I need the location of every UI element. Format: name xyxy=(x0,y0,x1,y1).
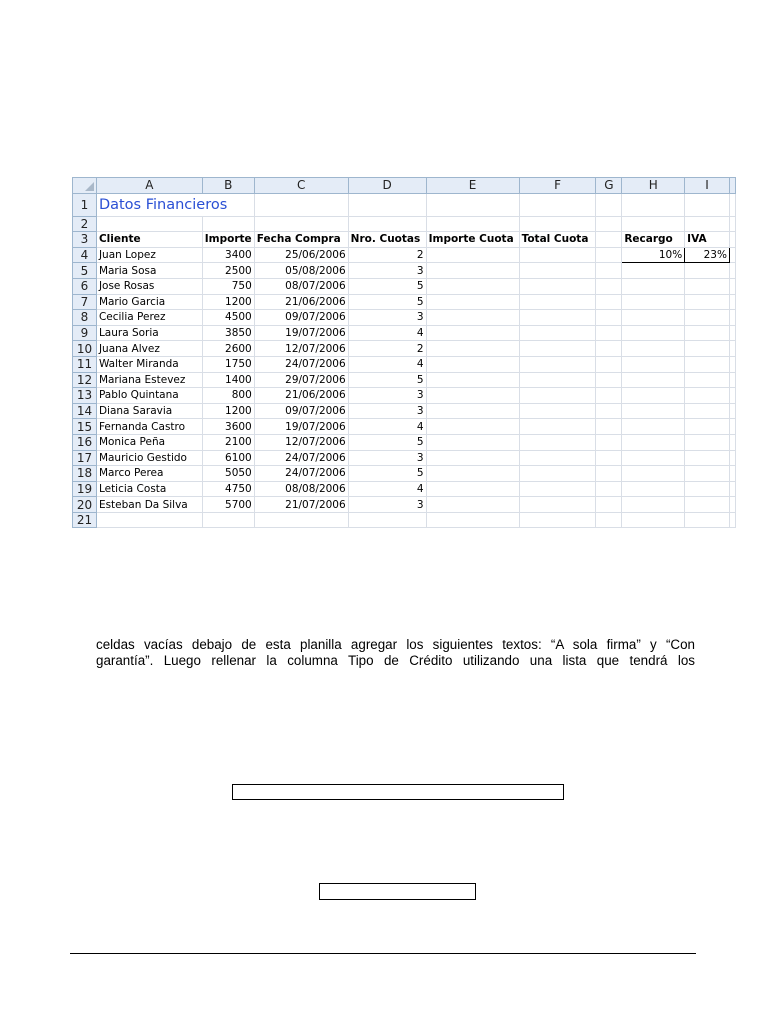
cell-nro-cuotas[interactable]: 3 xyxy=(348,497,426,513)
sheet-title[interactable]: Datos Financieros xyxy=(96,193,254,216)
cell-importe[interactable]: 4750 xyxy=(202,481,254,497)
cell-cliente[interactable]: Mariana Estevez xyxy=(96,372,202,388)
header-nro-cuotas[interactable]: Nro. Cuotas xyxy=(348,232,426,248)
table-row xyxy=(73,247,736,263)
footer-rule xyxy=(70,953,696,954)
cell-importe-cuota[interactable] xyxy=(426,356,519,372)
cell-total-cuota[interactable] xyxy=(519,434,596,450)
row-number: 9 xyxy=(73,325,97,341)
column-header-e[interactable]: E xyxy=(426,178,519,194)
column-header-d[interactable]: D xyxy=(348,178,426,194)
cell-cliente[interactable]: Marco Perea xyxy=(96,466,202,482)
cell-i[interactable] xyxy=(685,481,730,497)
cell-nro-cuotas[interactable]: 5 xyxy=(348,434,426,450)
cell-cliente[interactable]: Laura Soria xyxy=(96,325,202,341)
cell-i[interactable] xyxy=(685,325,730,341)
cell-importe-cuota[interactable] xyxy=(426,278,519,294)
cell-fecha-compra[interactable]: 25/06/2006 xyxy=(254,247,348,263)
row-number: 14 xyxy=(73,403,97,419)
cell-nro-cuotas[interactable]: 4 xyxy=(348,481,426,497)
cell-total-cuota[interactable] xyxy=(519,372,596,388)
spreadsheet-grid xyxy=(72,177,736,528)
cell-g[interactable] xyxy=(596,247,622,263)
cell-fecha-compra[interactable]: 19/07/2006 xyxy=(254,419,348,435)
header-fecha-compra[interactable]: Fecha Compra xyxy=(254,232,348,248)
cell-cliente[interactable]: Maria Sosa xyxy=(96,263,202,279)
cell-fecha-compra[interactable]: 19/07/2006 xyxy=(254,325,348,341)
column-header-b[interactable]: B xyxy=(202,178,254,194)
row-number: 7 xyxy=(73,294,97,310)
cell-nro-cuotas[interactable]: 5 xyxy=(348,466,426,482)
cell-fecha-compra[interactable]: 24/07/2006 xyxy=(254,356,348,372)
cell-importe[interactable]: 1750 xyxy=(202,356,254,372)
table-row xyxy=(73,419,736,435)
cell-importe-cuota[interactable] xyxy=(426,497,519,513)
cell-importe[interactable]: 1200 xyxy=(202,403,254,419)
cell-nro-cuotas[interactable]: 5 xyxy=(348,372,426,388)
cell-g[interactable] xyxy=(596,450,622,466)
cell-nro-cuotas[interactable]: 2 xyxy=(348,341,426,357)
row-number: 10 xyxy=(73,341,97,357)
cell-g[interactable] xyxy=(596,481,622,497)
cell-i[interactable] xyxy=(685,294,730,310)
cell-total-cuota[interactable] xyxy=(519,325,596,341)
cell-h[interactable] xyxy=(622,450,685,466)
cell-h[interactable] xyxy=(622,325,685,341)
cell-total-cuota[interactable] xyxy=(519,419,596,435)
cell-g[interactable] xyxy=(596,388,622,404)
row-number: 3 xyxy=(73,232,97,248)
cell-fecha-compra[interactable]: 08/08/2006 xyxy=(254,481,348,497)
cell-g[interactable] xyxy=(596,403,622,419)
cell-cliente[interactable]: Cecilia Perez xyxy=(96,310,202,326)
cell-cliente[interactable]: Jose Rosas xyxy=(96,278,202,294)
cell-total-cuota[interactable] xyxy=(519,341,596,357)
cell-h[interactable] xyxy=(622,403,685,419)
header-importe-cuota[interactable]: Importe Cuota xyxy=(426,232,519,248)
cell-total-cuota[interactable] xyxy=(519,403,596,419)
cell-nro-cuotas[interactable]: 4 xyxy=(348,356,426,372)
cell-h[interactable] xyxy=(622,356,685,372)
cell-fecha-compra[interactable]: 05/08/2006 xyxy=(254,263,348,279)
row-number: 5 xyxy=(73,263,97,279)
cell-i[interactable] xyxy=(685,466,730,482)
cell-h[interactable] xyxy=(622,372,685,388)
column-header-f[interactable]: F xyxy=(519,178,596,194)
table-row xyxy=(73,294,736,310)
column-header-a[interactable]: A xyxy=(96,178,202,194)
cell-importe-cuota[interactable] xyxy=(426,247,519,263)
cell-importe[interactable]: 3600 xyxy=(202,419,254,435)
row-number: 17 xyxy=(73,450,97,466)
cell-nro-cuotas[interactable]: 3 xyxy=(348,263,426,279)
cell-cliente[interactable]: Pablo Quintana xyxy=(96,388,202,404)
cell-cliente[interactable]: Fernanda Castro xyxy=(96,419,202,435)
cell-i[interactable] xyxy=(685,356,730,372)
cell-importe-cuota[interactable] xyxy=(426,388,519,404)
cell-fecha-compra[interactable]: 24/07/2006 xyxy=(254,466,348,482)
cell-i[interactable] xyxy=(685,310,730,326)
cell-nro-cuotas[interactable]: 5 xyxy=(348,278,426,294)
cell-h[interactable] xyxy=(622,341,685,357)
cell-i[interactable] xyxy=(685,403,730,419)
cell-cliente[interactable]: Monica Peña xyxy=(96,434,202,450)
cell-cliente[interactable]: Walter Miranda xyxy=(96,356,202,372)
cell-iva-value[interactable]: 23% xyxy=(685,247,730,263)
cell-importe[interactable]: 5700 xyxy=(202,497,254,513)
table-row xyxy=(73,388,736,404)
cell-recargo-value[interactable]: 10% xyxy=(622,247,685,263)
table-row xyxy=(73,263,736,279)
cell-importe[interactable]: 2600 xyxy=(202,341,254,357)
cell-i[interactable] xyxy=(685,372,730,388)
cell-i[interactable] xyxy=(685,419,730,435)
cell-importe[interactable]: 2100 xyxy=(202,434,254,450)
sheet-row-1 xyxy=(73,193,736,216)
cell-total-cuota[interactable] xyxy=(519,247,596,263)
sheet-header-row xyxy=(73,232,736,248)
cell-g[interactable] xyxy=(596,263,622,279)
cell-importe-cuota[interactable] xyxy=(426,341,519,357)
empty-frame-narrow xyxy=(319,883,476,900)
cell-h[interactable] xyxy=(622,278,685,294)
cell-i[interactable] xyxy=(685,450,730,466)
cell-importe[interactable]: 1400 xyxy=(202,372,254,388)
cell-fecha-compra[interactable]: 21/06/2006 xyxy=(254,294,348,310)
cell-g[interactable] xyxy=(596,372,622,388)
cell-importe-cuota[interactable] xyxy=(426,466,519,482)
cell-total-cuota[interactable] xyxy=(519,497,596,513)
row-number: 6 xyxy=(73,278,97,294)
cell-importe-cuota[interactable] xyxy=(426,450,519,466)
cell-importe-cuota[interactable] xyxy=(426,310,519,326)
cell-g[interactable] xyxy=(596,310,622,326)
cell-importe[interactable]: 3400 xyxy=(202,247,254,263)
cell-nro-cuotas[interactable]: 4 xyxy=(348,419,426,435)
table-row xyxy=(73,278,736,294)
cell-i[interactable] xyxy=(685,497,730,513)
cell-g[interactable] xyxy=(596,466,622,482)
cell-fecha-compra[interactable]: 09/07/2006 xyxy=(254,403,348,419)
cell-i[interactable] xyxy=(685,434,730,450)
cell-g[interactable] xyxy=(596,325,622,341)
cell-total-cuota[interactable] xyxy=(519,356,596,372)
cell-g[interactable] xyxy=(596,341,622,357)
cell-nro-cuotas[interactable]: 3 xyxy=(348,388,426,404)
cell-importe-cuota[interactable] xyxy=(426,419,519,435)
select-all-corner[interactable] xyxy=(73,178,97,194)
row-number: 8 xyxy=(73,310,97,326)
cell-importe-cuota[interactable] xyxy=(426,372,519,388)
header-cliente[interactable]: Cliente xyxy=(96,232,202,248)
column-header-row xyxy=(73,178,736,194)
cell-total-cuota[interactable] xyxy=(519,263,596,279)
column-header-h[interactable]: H xyxy=(622,178,685,194)
cell-importe[interactable]: 3850 xyxy=(202,325,254,341)
row-number: 4 xyxy=(73,247,97,263)
cell-g[interactable] xyxy=(596,419,622,435)
cell-total-cuota[interactable] xyxy=(519,278,596,294)
cell-nro-cuotas[interactable]: 3 xyxy=(348,403,426,419)
cell-total-cuota[interactable] xyxy=(519,310,596,326)
cell-importe[interactable]: 800 xyxy=(202,388,254,404)
row-number: 1 xyxy=(73,193,97,216)
cell-g[interactable] xyxy=(596,294,622,310)
table-row xyxy=(73,310,736,326)
table-row-partial xyxy=(73,512,736,528)
cell-importe-cuota[interactable] xyxy=(426,325,519,341)
cell-importe-cuota[interactable] xyxy=(426,403,519,419)
header-recargo[interactable]: Recargo xyxy=(622,232,685,248)
header-total-cuota[interactable]: Total Cuota xyxy=(519,232,596,248)
cell-total-cuota[interactable] xyxy=(519,481,596,497)
cell-total-cuota[interactable] xyxy=(519,450,596,466)
cell-nro-cuotas[interactable]: 3 xyxy=(348,310,426,326)
cell-h[interactable] xyxy=(622,497,685,513)
column-header-g[interactable]: G xyxy=(596,178,622,194)
cell-h[interactable] xyxy=(622,388,685,404)
cell-h[interactable] xyxy=(622,481,685,497)
cell-fecha-compra[interactable]: 08/07/2006 xyxy=(254,278,348,294)
cell-fecha-compra[interactable]: 12/07/2006 xyxy=(254,341,348,357)
cell-i[interactable] xyxy=(685,263,730,279)
table-row xyxy=(73,341,736,357)
cell-total-cuota[interactable] xyxy=(519,294,596,310)
row-number: 18 xyxy=(73,466,97,482)
paragraph-line-2: garantía”. Luego rellenar la columna Tipo de Crédito utilizando una lista que tendrá los xyxy=(96,653,695,668)
cell-nro-cuotas[interactable]: 2 xyxy=(348,247,426,263)
cell-fecha-compra[interactable]: 12/07/2006 xyxy=(254,434,348,450)
cell-cliente[interactable]: Juana Alvez xyxy=(96,341,202,357)
cell-g[interactable] xyxy=(596,278,622,294)
cell-h[interactable] xyxy=(622,294,685,310)
spreadsheet-screenshot xyxy=(72,177,736,528)
cell-importe[interactable]: 5050 xyxy=(202,466,254,482)
table-row xyxy=(73,481,736,497)
cell-i[interactable] xyxy=(685,278,730,294)
cell-cliente[interactable]: Mauricio Gestido xyxy=(96,450,202,466)
row-number: 20 xyxy=(73,497,97,513)
cell-importe-cuota[interactable] xyxy=(426,263,519,279)
row-number: 15 xyxy=(73,419,97,435)
cell-fecha-compra[interactable]: 24/07/2006 xyxy=(254,450,348,466)
cell-cliente[interactable]: Juan Lopez xyxy=(96,247,202,263)
cell-cliente[interactable]: Esteban Da Silva xyxy=(96,497,202,513)
row-number: 21 xyxy=(73,512,97,528)
cell-i[interactable] xyxy=(685,341,730,357)
cell-g[interactable] xyxy=(596,497,622,513)
cell-nro-cuotas[interactable]: 3 xyxy=(348,450,426,466)
table-row xyxy=(73,325,736,341)
cell-h[interactable] xyxy=(622,419,685,435)
cell-importe-cuota[interactable] xyxy=(426,294,519,310)
cell-h[interactable] xyxy=(622,310,685,326)
empty-frame-wide xyxy=(232,784,564,800)
cell-importe[interactable]: 6100 xyxy=(202,450,254,466)
cell-importe[interactable]: 4500 xyxy=(202,310,254,326)
instruction-paragraph xyxy=(96,637,695,669)
column-header-partial xyxy=(729,178,735,194)
row-number: 16 xyxy=(73,434,97,450)
cell-nro-cuotas[interactable]: 4 xyxy=(348,325,426,341)
cell-h[interactable] xyxy=(622,434,685,450)
cell-fecha-compra[interactable]: 21/07/2006 xyxy=(254,497,348,513)
cell-total-cuota[interactable] xyxy=(519,388,596,404)
cell-fecha-compra[interactable]: 21/06/2006 xyxy=(254,388,348,404)
cell-h[interactable] xyxy=(622,263,685,279)
row-number: 11 xyxy=(73,356,97,372)
column-header-i[interactable]: I xyxy=(685,178,730,194)
cell-nro-cuotas[interactable]: 5 xyxy=(348,294,426,310)
cell-g[interactable] xyxy=(596,356,622,372)
table-row xyxy=(73,450,736,466)
cell-i[interactable] xyxy=(685,388,730,404)
cell-g[interactable] xyxy=(596,434,622,450)
header-importe[interactable]: Importe xyxy=(202,232,254,248)
row-number: 12 xyxy=(73,372,97,388)
table-row xyxy=(73,403,736,419)
table-row xyxy=(73,497,736,513)
cell-importe-cuota[interactable] xyxy=(426,481,519,497)
cell-h[interactable] xyxy=(622,466,685,482)
cell-fecha-compra[interactable]: 09/07/2006 xyxy=(254,310,348,326)
cell-importe[interactable]: 2500 xyxy=(202,263,254,279)
paragraph-line-1: celdas vacías debajo de esta planilla agregar los siguientes textos: “A sola firma” y “Con xyxy=(96,637,695,652)
cell-fecha-compra[interactable]: 29/07/2006 xyxy=(254,372,348,388)
cell-cliente[interactable]: Leticia Costa xyxy=(96,481,202,497)
cell-total-cuota[interactable] xyxy=(519,466,596,482)
row-number: 2 xyxy=(73,216,97,232)
table-row xyxy=(73,356,736,372)
cell-importe[interactable]: 1200 xyxy=(202,294,254,310)
row-number: 13 xyxy=(73,388,97,404)
header-iva[interactable]: IVA xyxy=(685,232,730,248)
column-header-c[interactable]: C xyxy=(254,178,348,194)
row-number: 19 xyxy=(73,481,97,497)
sheet-row-2 xyxy=(73,216,736,232)
table-row xyxy=(73,372,736,388)
table-row xyxy=(73,434,736,450)
cell-cliente[interactable]: Diana Saravia xyxy=(96,403,202,419)
cell-importe[interactable]: 750 xyxy=(202,278,254,294)
cell-cliente[interactable]: Mario Garcia xyxy=(96,294,202,310)
table-row xyxy=(73,466,736,482)
cell-importe-cuota[interactable] xyxy=(426,434,519,450)
